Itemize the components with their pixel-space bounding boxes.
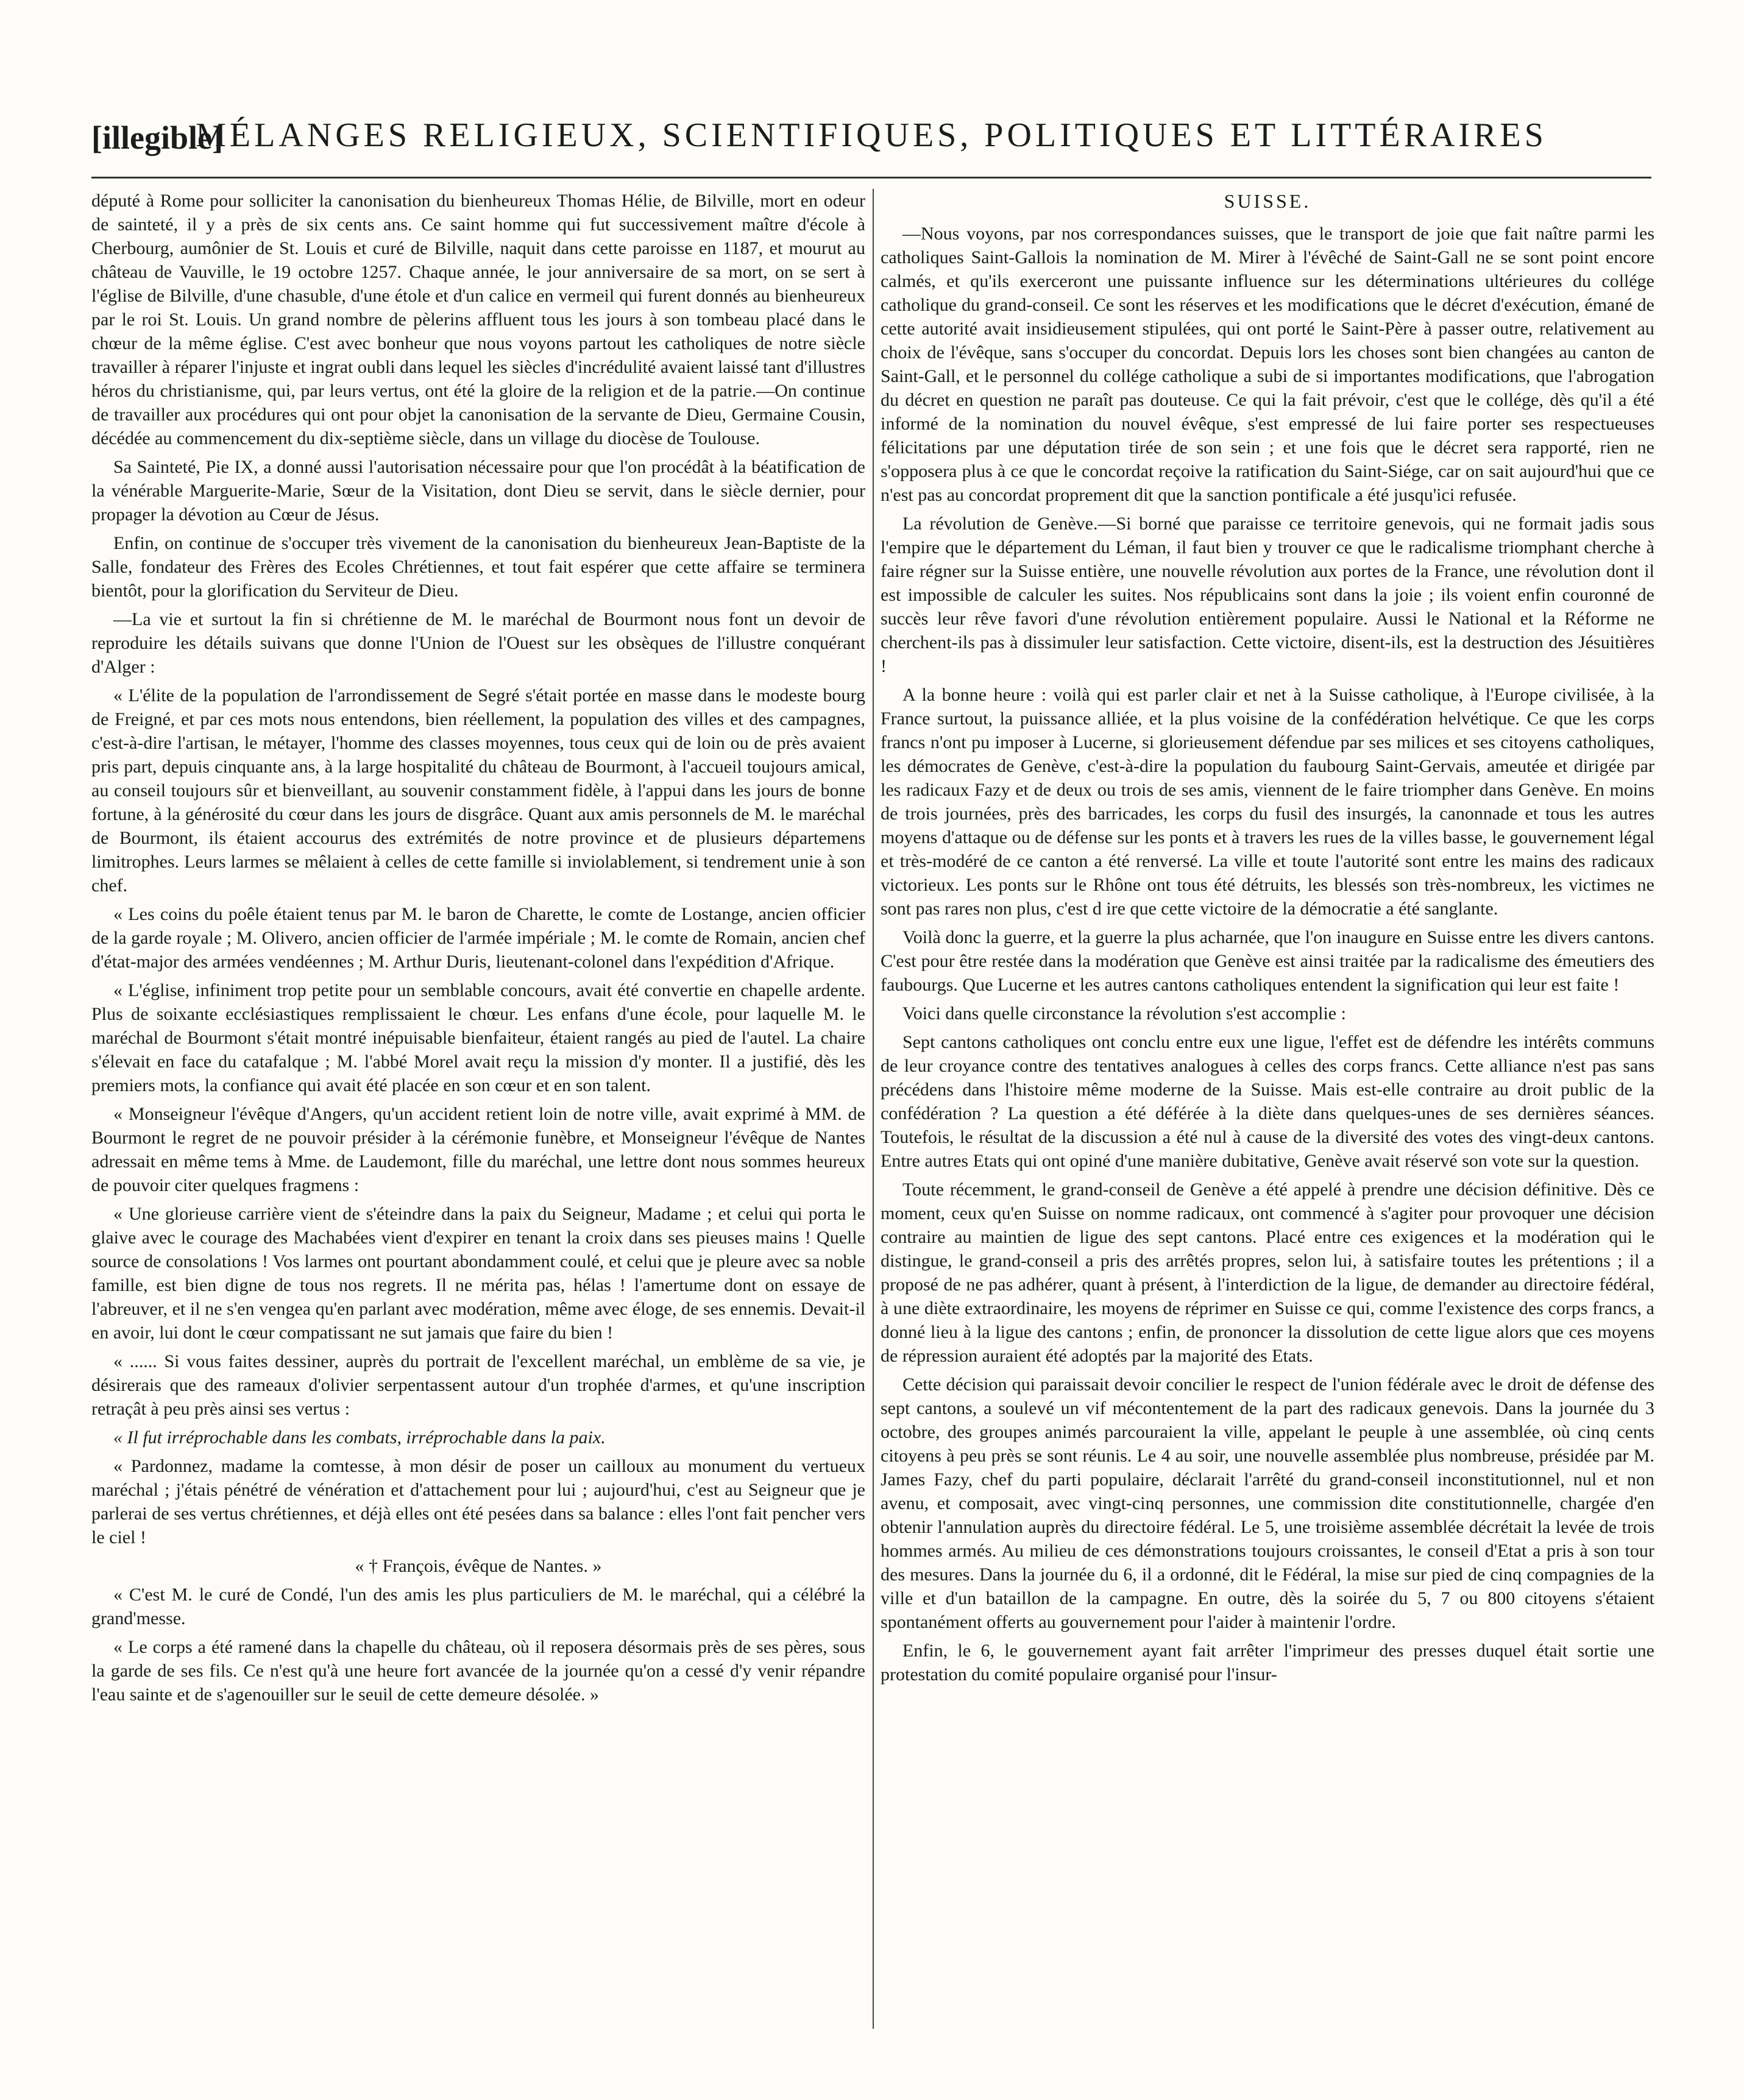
paragraph: « ...... Si vous faites dessiner, auprès du portrait de l'excellent maréchal, un emblème de sa vie, je désirerais que des rameaux d'olivier serpentassent autour d'un trophée d'armes, et qu'une inscription retraçât à peu près ainsi ses vertus : (91, 1351, 865, 1419)
paragraph: « Monseigneur l'évêque d'Angers, qu'un accident retient loin de notre ville, avait exprimé à MM. de Bourmont le regret de ne pouvoir présider à la cérémonie funèbre, et Monseigneur l'évêque de Nantes adressait en même tems à Mme. de Laudemont, fille du maréchal, une lettre dont nous sommes heureux de pouvoir citer quelques fragmens : (91, 1104, 865, 1195)
signature-line: « † François, évêque de Nantes. » (355, 1556, 602, 1576)
running-title: MÉLANGES RELIGIEUX, SCIENTIFIQUES, POLITIQUES ET LITTÉRAIRES (196, 116, 1547, 154)
paragraph: « Le corps a été ramené dans la chapelle du château, où il reposera désormais près de ses pères, sous la garde de ses fils. Ce n'est qu'à une heure fort avancée de la journée qu'on a cessé d'y venir répandre l'eau sainte et de s'agenouiller sur le seuil de cette demeure désolée. » (91, 1637, 865, 1705)
page-header (91, 91, 1651, 179)
paragraph: A la bonne heure : voilà qui est parler clair et net à la Suisse catholique, à l'Europe civilisée, à la France surtout, la puissance alliée, et la plus voisine de la confédération helvétique. Ce que les corps francs n'ont pu imposer à Lucerne, si glorieusement défendue par ses milices et ses citoyens catholiques, les démocrates de Genève, c'est-à-dire la population du faubourg Saint-Gervais, ameutée et dirigée par les radicaux Fazy et de deux ou trois de ses amis, viennent de le faire triompher dans Genève. En moins de trois journées, près des barricades, les corps du fusil des insurgés, la canonnade et tous les autres moyens d'attaque ou de défense sur les ponts et à travers les rues de la villes basse, le gouvernement légal et très-modéré de ce canton a été renversé. La ville et toute l'autorité sont entre les mains des radicaux victorieux. Les ponts sur le Rhône ont tous été détruits, les blessés son très-nombreux, les victimes ne sont pas rares non plus, c'est d ire que cette victoire de la démocratie a été sanglante. (881, 684, 1654, 919)
section-title: SUISSE. (1224, 190, 1311, 212)
paragraph: —Nous voyons, par nos correspondances suisses, que le transport de joie que fait naître parmi les catholiques Saint-Gallois la nomination de M. Mirer à l'évêché de Saint-Gall ne se sont point encore calmés, et qu'ils exerceront une puissante influence sur les déterminations ultérieures du collége catholique du grand-conseil. Ce sont les réserves et les modifications que le décret d'exécution, émané de cette autorité avait insidieusement stipulées, qui ont porté le Saint-Père à passer outre, relativement au choix de l'évêque, sans s'occuper du concordat. Depuis lors les choses sont bien changées au canton de Saint-Gall, et le personnel du collége catholique a subi de si importantes modifications, que l'abrogation du décret en question ne paraît pas douteuse. Ce qui la fait prévoir, c'est que le collége, dès qu'il a été informé de la nomination du nouvel évêque, s'est empressé de lui faire porter ses respectueuses félicitations par une députation tirée de son sein ; et une fois que le décret sera rapporté, rien ne s'opposera plus à ce que le concordat reçoive la ratification du Saint-Siége, car on sait aujourd'hui que ce n'est pas au concordat proprement dit que la sanction pontificale a été jusqu'ici refusée. (881, 223, 1654, 505)
paragraph: Voici dans quelle circonstance la révolution s'est accomplie : (902, 1003, 1346, 1023)
paragraph: « Une glorieuse carrière vient de s'éteindre dans la paix du Seigneur, Madame ; et celui qui porta le glaive avec le courage des Machabées vient d'expirer en tenant la croix dans ses pieuses mains ! Quelle source de consolations ! Vos larmes ont pourtant abondamment coulé, et celui que je pleure avec sa noble famille, est bien digne de tous nos regrets. Il ne mérita pas, hélas ! l'amertume dont on essaye de l'abreuver, et il ne s'en vengea qu'en parlant avec modération, même avec éloge, de ses ennemis. Devait-il en avoir, lui dont le cœur compatissant ne sut jamais que faire du bien ! (91, 1204, 865, 1343)
paragraph: Enfin, le 6, le gouvernement ayant fait arrêter l'imprimeur des presses duquel était sortie une protestation du comité populaire organisé pour l'insur- (881, 1640, 1654, 1685)
paragraph: Cette décision qui paraissait devoir concilier le respect de l'union fédérale avec le droit de défense des sept cantons, a soulevé un vif mécontentement de la part des radicaux genevois. Dans la journée du 3 octobre, des groupes animés parcouraient la ville, appelant le peuple à une assemblée, où cinq cents citoyens à peu près se sont réunis. Le 4 au soir, une nouvelle assemblée plus nombreuse, présidée par M. James Fazy, chef du parti populaire, déclarait l'arrêté du grand-conseil inconstitutionnel, nul et non avenu, et composait, avec vingt-cinq personnes, une commission dite constitutionnelle, chargée d'en obtenir l'annulation auprès du directoire fédéral. Le 5, une troisième assemblée décrétait la levée de trois hommes armés. Au milieu de ces démonstrations toujours croissantes, le conseil d'Etat a pris à son tour des mesures. Dans la journée du 6, il a ordonné, dit le Fédéral, la mise sur pied de cinq compagnies de la ville et d'un bataillon de la campagne. En outre, dès la soirée du 5, 7 ou 800 citoyens s'étaient spontanément offerts au gouvernement pour l'aider à maintenir l'ordre. (881, 1374, 1654, 1632)
paragraph: Sept cantons catholiques ont conclu entre eux une ligue, l'effet est de défendre les intérêts communs de leur croyance contre des tentatives analogues à celles des corps francs. Cette alliance n'est pas sans précédens dans l'histoire même moderne de la Suisse. Mais est-elle contraire au droit public de la confédération ? La question a été déférée à la diète dans quelques-unes de ses dernières séances. Toutefois, le résultat de la discussion a été nul à cause de la diversité des votes des vingt-deux cantons. Entre autres Etats qui ont opiné d'une manière dubitative, Genève avait réservé son vote sur la question. (881, 1031, 1654, 1171)
paragraph: Voilà donc la guerre, et la guerre la plus acharnée, que l'on inaugure en Suisse entre les divers cantons. C'est pour être restée dans la modération que Genève est ainsi traitée par la radicalisme des émeutiers des faubourgs. Que Lucerne et les autres cantons catholiques entendent la signification qui leur est faite ! (881, 927, 1654, 995)
paragraph: député à Rome pour solliciter la canonisation du bienheureux Thomas Hélie, de Bilville, mort en odeur de sainteté, il y a près de six cents ans. Ce saint homme qui fut successivement maître d'école à Cherbourg, aumônier de St. Louis et curé de Bilville, naquit dans cette paroisse en 1187, et mourut au château de Vauville, le 19 octobre 1257. Chaque année, le jour anniversaire de sa mort, on se sert à l'église de Bilville, d'une chasuble, d'une étole et d'un calice en vermeil qui furent donnés au bienheureux par le roi St. Louis. Un grand nombre de pèlerins affluent tous les jours à son tombeau placé dans le chœur de la même église. C'est avec bonheur que nous voyons partout les catholiques de notre siècle travailler à réparer l'injuste et ingrat oubli dans lequel les siècles d'incrédulité avaient laissé tant d'illustres héros du christianisme, qui, par leurs vertus, ont été la gloire de la religion et de la patrie.—On continue de travailler aux procédures qui ont pour objet la canonisation de la servante de Dieu, Germaine Cousin, décédée au commencement du dix-septième siècle, dans un village du diocèse de Toulouse. (91, 191, 865, 448)
paragraph: Toute récemment, le grand-conseil de Genève a été appelé à prendre une décision définitive. Dès ce moment, ceux qu'en Suisse on nomme radicaux, ont commencé à s'agiter pour provoquer une décision contraire au maintien de ligue des sept cantons. Placé entre ces exigences et la modération qui le distingue, le grand-conseil a pris des arrêtés propres, selon lui, à satisfaire toutes les prétentions ; il a proposé de ne pas adhérer, quant à présent, à l'interdiction de la ligue, de demander au directoire fédéral, à une diète extraordinaire, les moyens de réprimer en Suisse ce qui, comme l'existence des corps francs, a donné lieu à la ligue des cantons ; enfin, de prononcer la dissolution de cette ligue alors que ces moyens de répression auraient été adoptés par la majorité des Etats. (881, 1179, 1654, 1366)
paragraph: —La vie et surtout la fin si chrétienne de M. le maréchal de Bourmont nous font un devoir de reproduire les détails suivans que donne l'Union de l'Ouest sur les obsèques de l'illustre conquérant d'Alger : (91, 609, 865, 677)
paragraph: Sa Sainteté, Pie IX, a donné aussi l'autorisation nécessaire pour que l'on procédât à la béatification de la vénérable Marguerite-Marie, Sœur de la Visitation, dont Dieu se servit, dans le siècle dernier, pour propager la dévotion au Cœur de Jésus. (91, 457, 865, 525)
page-number: [illegible] (91, 119, 223, 156)
right-column (881, 189, 1654, 2029)
paragraph: « L'élite de la population de l'arrondissement de Segré s'était portée en masse dans le modeste bourg de Freigné, et par ces mots nous entendons, bien réellement, la population des villes et des campagnes, c'est-à-dire l'artisan, le métayer, l'homme des classes moyennes, tous ceux qui de loin ou de près avaient pris part, depuis cinquante ans, à la large hospitalité du château de Bourmont, à l'accueil toujours amical, au conseil toujours sûr et bienveillant, au souvenir constamment fidèle, à l'appui dans les jours de bonne fortune, à la générosité du cœur dans les jours de disgrâce. Quant aux amis personnels de M. le maréchal de Bourmont, ils étaient accourus des extrémités de notre province et de plusieurs départemens limitrophes. Leurs larmes se mêlaient à celles de cette famille si inviolablement, si tendrement unie à son chef. (91, 685, 865, 896)
left-column (91, 189, 865, 2029)
paragraph: « L'église, infiniment trop petite pour un semblable concours, avait été convertie en chapelle ardente. Plus de soixante ecclésiastiques remplissaient le chœur. Les enfans d'une école, pour laquelle M. le maréchal de Bourmont s'était montré inépuisable bienfaiteur, étaient rangés au pied de l'autel. La chaire s'élevait en face du catafalque ; M. l'abbé Morel avait reçu la mission d'y monter. Il a justifié, dès les premiers mots, la confiance qui avait été placée en son cœur et en son talent. (91, 980, 865, 1095)
paragraph: « Pardonnez, madame la comtesse, à mon désir de poser un cailloux au monument du vertueux maréchal ; j'étais pénétré de vénération et d'attachement pour lui ; aujourd'hui, c'est au Seigneur que je parlerai de ses vertus chrétiennes, et déjà elles ont été pesées dans sa balance : elles l'ont fait pencher vers le ciel ! (91, 1456, 865, 1547)
paragraph: « Les coins du poêle étaient tenus par M. le baron de Charette, le comte de Lostange, ancien officier de la garde royale ; M. Olivero, ancien officier de l'armée impériale ; M. le comte de Romain, ancien chef d'état-major des armées vendéennes ; M. Arthur Duris, lieutenant-colonel dans l'expédition d'Afrique. (91, 904, 865, 972)
paragraph: La révolution de Genève.—Si borné que paraisse ce territoire genevois, qui ne formait jadis sous l'empire que le département du Léman, il faut bien y trouver ce que le radicalisme triomphant cherche à faire régner sur la Suisse entière, une nouvelle révolution aux portes de la France, une révolution dont il est impossible de calculer les suites. Nos républicains sont dans la joie ; ils voient enfin couronné de succès leur rêve favori d'une révolution entièrement populaire. Aussi le National et la Réforme ne cherchent-ils pas à dissimuler leur satisfaction. Cette victoire, disent-ils, est la destruction des Jésuitières ! (881, 513, 1654, 676)
paragraph: « C'est M. le curé de Condé, l'un des amis les plus particuliers de M. le maréchal, qui a célébré la grand'messe. (91, 1585, 865, 1628)
inscription-quote: « Il fut irréprochable dans les combats, irréprochable dans la paix. (113, 1427, 606, 1448)
paragraph: Enfin, on continue de s'occuper très vivement de la canonisation du bienheureux Jean-Baptiste de la Salle, fondateur des Frères des Ecoles Chrétiennes, et tout fait espérer que cette affaire se terminera bientôt, pour la glorification du Serviteur de Dieu. (91, 533, 865, 601)
column-divider (873, 189, 874, 2029)
